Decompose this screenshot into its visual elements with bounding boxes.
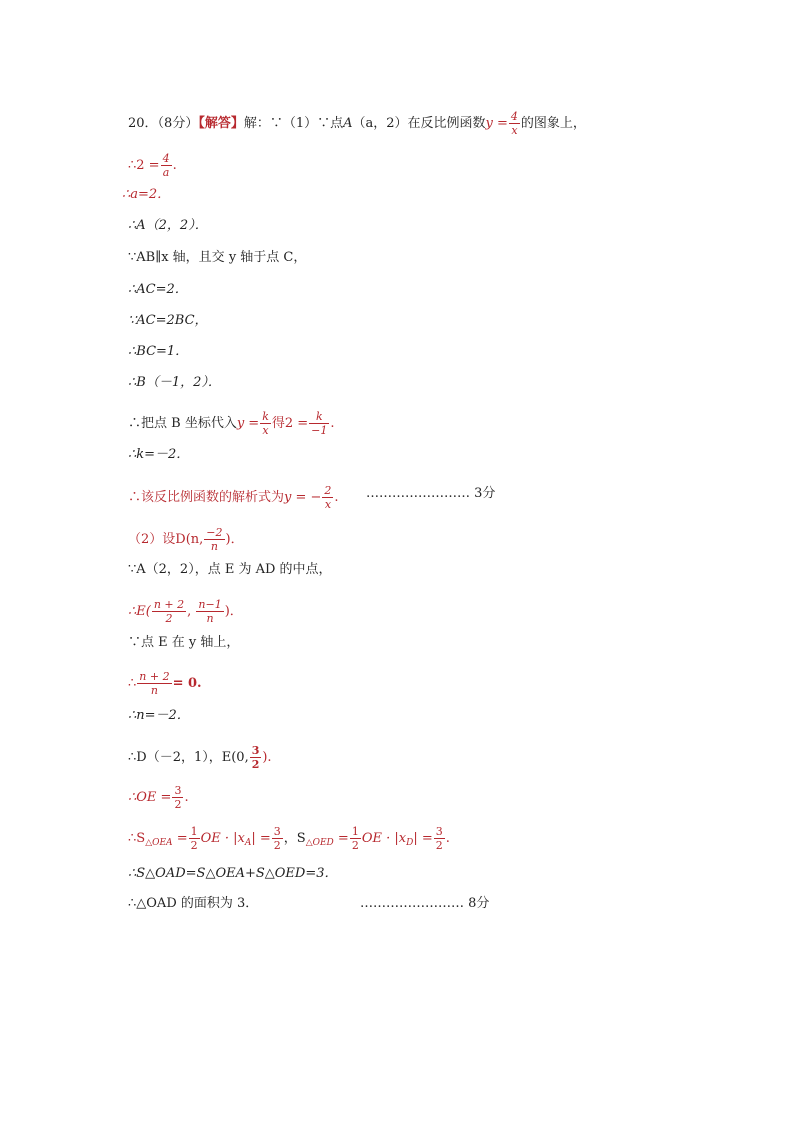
answer-tag: 【解答】 [198, 116, 244, 131]
line-11: ∴k=－2． [128, 447, 190, 462]
fraction: $\frac{4}{x}$ [510, 110, 518, 137]
line-20: ∴OE = $\frac{3}{2}$ . [128, 784, 189, 811]
line-21: $\therefore S_{\triangle OEA}$ = $\frac{1}{2}$ OE · $|x_A|$ = $\frac{3}{2}$ ，$S_{\triangle OED}$ = $\frac{1}{2}$ OE · $|x_D|$ = $\frac{3}{2}$ . [128, 825, 450, 852]
question-number: 20．（8分） [128, 116, 199, 131]
line-10: ∴把点 B 坐标代入y = $\frac{k}{x}$ 得2 = $\frac{k}{-1}$ . [128, 410, 335, 437]
question-header: 20．（8分）【解答】解：∵（1）∵点A（a，2）在反比例函数y = $\frac{4}{x}$ 的图象上， [128, 110, 586, 137]
line-9: ∴B（－1，2）． [128, 375, 221, 390]
line-2: ∴2 = $\frac{4}{a}$ . [128, 152, 177, 179]
score-marker-3: …………………… 3分 [366, 486, 496, 501]
score-marker-8: …………………… 8分 [360, 896, 490, 911]
line-18: ∴n=－2． [128, 708, 190, 723]
line-6: ∴AC=2． [128, 282, 188, 297]
line-4: ∴A（2，2）． [128, 218, 208, 233]
line-5: ∵AB∥x 轴，且交 y 轴于点 C， [128, 250, 307, 265]
line-12: ∴该反比例函数的解析式为y = − $\frac{2}{x}$ . [128, 484, 339, 511]
line-22: ∴S△OAD=S△OEA+S△OED=3． [128, 866, 338, 881]
line-8: ∴BC=1． [128, 344, 189, 359]
line-23: ∴△OAD 的面积为 3． [128, 896, 259, 911]
line-7: ∵AC=2BC， [128, 313, 208, 328]
line-13: （2）设D(n, $\frac{-2}{n}$ )． [128, 526, 244, 553]
line-15: ∴E( $\frac{n + 2}{2}$ , $\frac{n-1}{n}$ )． [128, 598, 243, 625]
line-19: ∴D（－2，1），E(0, $\frac{3}{2}$ ). [128, 744, 272, 771]
line-17: ∴ $\frac{n + 2}{n}$ = 0. [128, 670, 202, 697]
line-3: ∴a=2． [122, 187, 171, 202]
line-16: ∵点 E 在 y 轴上， [128, 635, 240, 650]
line-14: ∵A（2，2），点 E 为 AD 的中点， [128, 562, 332, 577]
